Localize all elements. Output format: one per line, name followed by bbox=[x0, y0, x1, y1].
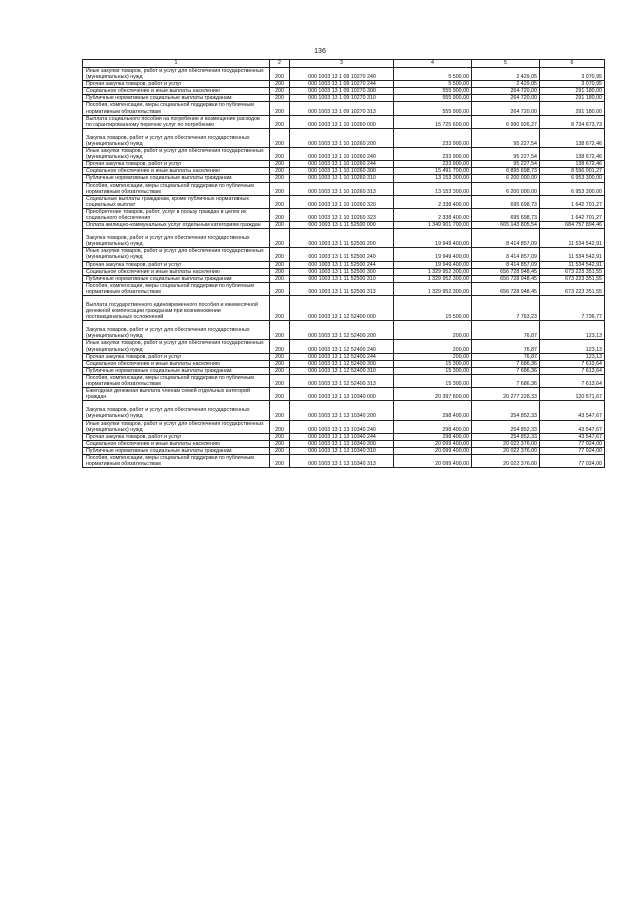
row-name-cell: Оплата жилищно-коммунальных услуг отдельным категориям граждан bbox=[83, 222, 270, 229]
row-approved-amount-cell: 1 329 952 300,00 bbox=[394, 282, 472, 295]
row-executed-amount-cell: 76,87 bbox=[472, 340, 540, 353]
row-approved-amount-cell: 2 338 400,00 bbox=[394, 208, 472, 221]
row-approved-amount-cell: 233 900,00 bbox=[394, 148, 472, 161]
table-row bbox=[83, 261, 605, 268]
row-code-line-cell: 200 bbox=[270, 128, 290, 147]
row-unexecuted-amount-cell: 291 180,00 bbox=[540, 88, 605, 95]
table-row bbox=[83, 95, 605, 102]
row-classification-code-cell: 000 1003 13 1 11 52500 313 bbox=[290, 282, 394, 295]
row-unexecuted-amount-cell: 7 736,77 bbox=[540, 296, 605, 321]
row-executed-amount-cell: 95 227,54 bbox=[472, 161, 540, 168]
row-classification-code-cell: 000 1003 13 1 09 10270 300 bbox=[290, 88, 394, 95]
row-unexecuted-amount-cell: 7 613,64 bbox=[540, 367, 605, 374]
row-unexecuted-amount-cell: 120 571,67 bbox=[540, 388, 605, 401]
column-header: 4 bbox=[394, 60, 472, 68]
table-row bbox=[83, 222, 605, 229]
row-classification-code-cell: 000 1003 13 1 11 52500 240 bbox=[290, 248, 394, 261]
row-code-line-cell: 200 bbox=[270, 168, 290, 175]
row-name-cell: Публичные нормативные социальные выплаты гражданам bbox=[83, 175, 270, 182]
row-approved-amount-cell: 2 338 400,00 bbox=[394, 195, 472, 208]
row-executed-amount-cell: 264 720,00 bbox=[472, 88, 540, 95]
row-name-cell: Пособия, компенсации, меры социальной поддержки по публичным нормативным обязательствам bbox=[83, 282, 270, 295]
row-unexecuted-amount-cell: 123,13 bbox=[540, 340, 605, 353]
row-classification-code-cell: 000 1003 13 1 11 52500 300 bbox=[290, 268, 394, 275]
row-executed-amount-cell: 656 728 948,45 bbox=[472, 268, 540, 275]
table-row bbox=[83, 195, 605, 208]
row-code-line-cell: 200 bbox=[270, 388, 290, 401]
row-classification-code-cell: 000 1003 13 1 12 52400 310 bbox=[290, 367, 394, 374]
row-name-cell: Прочая закупка товаров, работ и услуг bbox=[83, 433, 270, 440]
row-code-line-cell: 200 bbox=[270, 268, 290, 275]
row-approved-amount-cell: 15 300,00 bbox=[394, 374, 472, 387]
table-row bbox=[83, 208, 605, 221]
row-executed-amount-cell: 6 200 000,00 bbox=[472, 175, 540, 182]
row-unexecuted-amount-cell: 43 547,67 bbox=[540, 420, 605, 433]
row-name-cell: Прочая закупка товаров, работ и услуг bbox=[83, 261, 270, 268]
row-code-line-cell: 200 bbox=[270, 353, 290, 360]
row-unexecuted-amount-cell: 77 024,00 bbox=[540, 440, 605, 447]
table-row bbox=[83, 440, 605, 447]
row-unexecuted-amount-cell: 77 024,00 bbox=[540, 454, 605, 467]
row-name-cell: Социальное обеспечение и иные выплаты населению bbox=[83, 440, 270, 447]
row-classification-code-cell: 000 1003 13 1 13 10340 310 bbox=[290, 447, 394, 454]
row-code-line-cell: 200 bbox=[270, 296, 290, 321]
table-row bbox=[83, 248, 605, 261]
row-name-cell: Прочая закупка товаров, работ и услуг bbox=[83, 353, 270, 360]
row-approved-amount-cell: 20 099 400,00 bbox=[394, 440, 472, 447]
row-executed-amount-cell: 95 227,54 bbox=[472, 128, 540, 147]
row-executed-amount-cell: 2 429,05 bbox=[472, 68, 540, 81]
row-name-cell: Социальное обеспечение и иные выплаты населению bbox=[83, 88, 270, 95]
row-name-cell: Иные закупки товаров, работ и услуг для обеспечения государственных (муниципальных) нужд bbox=[83, 340, 270, 353]
row-executed-amount-cell: 695 698,73 bbox=[472, 195, 540, 208]
row-approved-amount-cell: 1 329 952 300,00 bbox=[394, 268, 472, 275]
row-unexecuted-amount-cell: 11 534 542,91 bbox=[540, 248, 605, 261]
row-classification-code-cell: 000 1003 13 1 10 10260 240 bbox=[290, 148, 394, 161]
row-code-line-cell: 200 bbox=[270, 115, 290, 128]
row-approved-amount-cell: 298 400,00 bbox=[394, 420, 472, 433]
column-header: 2 bbox=[270, 60, 290, 68]
row-executed-amount-cell: 7 686,36 bbox=[472, 374, 540, 387]
table-row bbox=[83, 367, 605, 374]
row-code-line-cell: 200 bbox=[270, 282, 290, 295]
column-number-row bbox=[83, 60, 605, 68]
table-row bbox=[83, 148, 605, 161]
row-classification-code-cell: 000 1003 13 1 12 52400 244 bbox=[290, 353, 394, 360]
row-approved-amount-cell: 200,00 bbox=[394, 321, 472, 340]
table-row bbox=[83, 175, 605, 182]
row-unexecuted-amount-cell: 7 613,64 bbox=[540, 360, 605, 367]
table-row bbox=[83, 88, 605, 95]
row-unexecuted-amount-cell: 138 672,46 bbox=[540, 148, 605, 161]
row-unexecuted-amount-cell: 684 757 894,46 bbox=[540, 222, 605, 229]
row-classification-code-cell: 000 1003 13 1 10 10260 244 bbox=[290, 161, 394, 168]
table-row bbox=[83, 115, 605, 128]
table-row bbox=[83, 275, 605, 282]
row-unexecuted-amount-cell: 123,13 bbox=[540, 321, 605, 340]
row-unexecuted-amount-cell: 1 642 701,27 bbox=[540, 195, 605, 208]
row-classification-code-cell: 000 1003 13 1 10 10260 313 bbox=[290, 182, 394, 195]
row-classification-code-cell: 000 1003 13 1 10 10260 320 bbox=[290, 195, 394, 208]
row-executed-amount-cell: 254 852,33 bbox=[472, 420, 540, 433]
row-approved-amount-cell: 15 500,00 bbox=[394, 296, 472, 321]
column-header: 6 bbox=[540, 60, 605, 68]
row-name-cell: Иные закупки товаров, работ и услуг для обеспечения государственных (муниципальных) нужд bbox=[83, 420, 270, 433]
row-executed-amount-cell: 76,87 bbox=[472, 321, 540, 340]
table-row bbox=[83, 268, 605, 275]
budget-table-body bbox=[83, 60, 605, 468]
row-approved-amount-cell: 19 949 400,00 bbox=[394, 229, 472, 248]
row-approved-amount-cell: 233 900,00 bbox=[394, 128, 472, 147]
row-classification-code-cell: 000 1003 13 1 11 52500 310 bbox=[290, 275, 394, 282]
row-approved-amount-cell: 13 153 300,00 bbox=[394, 175, 472, 182]
row-approved-amount-cell: 298 400,00 bbox=[394, 401, 472, 420]
row-classification-code-cell: 000 1003 13 1 13 10340 200 bbox=[290, 401, 394, 420]
table-row bbox=[83, 321, 605, 340]
table-row bbox=[83, 102, 605, 115]
row-executed-amount-cell: 20 277 228,33 bbox=[472, 388, 540, 401]
row-classification-code-cell: 000 1003 13 1 11 52500 244 bbox=[290, 261, 394, 268]
row-classification-code-cell: 000 1003 13 1 13 10340 313 bbox=[290, 454, 394, 467]
table-row bbox=[83, 433, 605, 440]
table-row bbox=[83, 353, 605, 360]
row-approved-amount-cell: 555 900,00 bbox=[394, 88, 472, 95]
row-classification-code-cell: 000 1003 13 1 13 10340 244 bbox=[290, 433, 394, 440]
row-code-line-cell: 200 bbox=[270, 401, 290, 420]
row-classification-code-cell: 000 1003 13 1 09 10270 240 bbox=[290, 68, 394, 81]
table-row bbox=[83, 182, 605, 195]
row-name-cell: Публичные нормативные социальные выплаты гражданам bbox=[83, 447, 270, 454]
row-approved-amount-cell: 233 900,00 bbox=[394, 161, 472, 168]
page-number: 136 bbox=[314, 48, 326, 55]
row-unexecuted-amount-cell: 3 070,95 bbox=[540, 68, 605, 81]
row-classification-code-cell: 000 1003 13 1 10 10260 000 bbox=[290, 115, 394, 128]
column-header: 3 bbox=[290, 60, 394, 68]
table-row bbox=[83, 374, 605, 387]
row-name-cell: Пособия, компенсации, меры социальной поддержки по публичным нормативным обязательствам bbox=[83, 182, 270, 195]
row-classification-code-cell: 000 1003 13 1 12 52400 300 bbox=[290, 360, 394, 367]
row-executed-amount-cell: 254 852,33 bbox=[472, 401, 540, 420]
row-unexecuted-amount-cell: 43 547,67 bbox=[540, 433, 605, 440]
row-approved-amount-cell: 20 397 800,00 bbox=[394, 388, 472, 401]
row-code-line-cell: 200 bbox=[270, 433, 290, 440]
table-row bbox=[83, 454, 605, 467]
row-code-line-cell: 200 bbox=[270, 175, 290, 182]
row-executed-amount-cell: 8 414 857,09 bbox=[472, 248, 540, 261]
row-approved-amount-cell: 555 900,00 bbox=[394, 102, 472, 115]
row-classification-code-cell: 000 1003 13 1 10 10260 300 bbox=[290, 168, 394, 175]
table-row bbox=[83, 81, 605, 88]
row-code-line-cell: 200 bbox=[270, 440, 290, 447]
row-approved-amount-cell: 298 400,00 bbox=[394, 433, 472, 440]
row-name-cell: Иные закупки товаров, работ и услуг для обеспечения государственных (муниципальных) нужд bbox=[83, 248, 270, 261]
row-classification-code-cell: 000 1003 13 1 13 10340 300 bbox=[290, 440, 394, 447]
row-approved-amount-cell: 15 300,00 bbox=[394, 360, 472, 367]
row-unexecuted-amount-cell: 1 642 701,27 bbox=[540, 208, 605, 221]
column-header: 5 bbox=[472, 60, 540, 68]
row-approved-amount-cell: 15 491 700,00 bbox=[394, 168, 472, 175]
row-classification-code-cell: 000 1003 13 1 12 52400 240 bbox=[290, 340, 394, 353]
row-classification-code-cell: 000 1003 13 1 12 52400 000 bbox=[290, 296, 394, 321]
row-executed-amount-cell: 20 022 376,00 bbox=[472, 440, 540, 447]
table-row bbox=[83, 161, 605, 168]
row-approved-amount-cell: 15 300,00 bbox=[394, 367, 472, 374]
row-approved-amount-cell: 5 500,00 bbox=[394, 81, 472, 88]
column-header: 1 bbox=[83, 60, 270, 68]
table-row bbox=[83, 229, 605, 248]
row-executed-amount-cell: 695 698,73 bbox=[472, 208, 540, 221]
row-unexecuted-amount-cell: 8 734 673,73 bbox=[540, 115, 605, 128]
row-name-cell: Социальное обеспечение и иные выплаты населению bbox=[83, 268, 270, 275]
row-name-cell: Приобретение товаров, работ, услуг в пользу граждан в целях их социального обеспечения bbox=[83, 208, 270, 221]
table-row bbox=[83, 68, 605, 81]
row-code-line-cell: 200 bbox=[270, 222, 290, 229]
row-approved-amount-cell: 1 329 952 300,00 bbox=[394, 275, 472, 282]
row-classification-code-cell: 000 1003 13 1 13 10340 240 bbox=[290, 420, 394, 433]
row-executed-amount-cell: 656 728 948,45 bbox=[472, 275, 540, 282]
row-unexecuted-amount-cell: 6 953 300,00 bbox=[540, 182, 605, 195]
row-code-line-cell: 200 bbox=[270, 454, 290, 467]
table-row bbox=[83, 340, 605, 353]
row-executed-amount-cell: 6 990 926,27 bbox=[472, 115, 540, 128]
row-name-cell: Закупка товаров, работ и услуг для обеспечения государственных (муниципальных) нужд bbox=[83, 401, 270, 420]
row-approved-amount-cell: 200,00 bbox=[394, 340, 472, 353]
row-executed-amount-cell: 264 720,00 bbox=[472, 95, 540, 102]
row-name-cell: Пособия, компенсации, меры социальной поддержки по публичным нормативным обязательствам bbox=[83, 454, 270, 467]
row-name-cell: Прочая закупка товаров, работ и услуг bbox=[83, 81, 270, 88]
row-unexecuted-amount-cell: 673 223 351,55 bbox=[540, 275, 605, 282]
row-executed-amount-cell: 6 200 000,00 bbox=[472, 182, 540, 195]
row-name-cell: Социальные выплаты гражданам, кроме публичных нормативных социальных выплат bbox=[83, 195, 270, 208]
table-row bbox=[83, 401, 605, 420]
row-classification-code-cell: 000 1003 13 1 09 10270 310 bbox=[290, 95, 394, 102]
row-classification-code-cell: 000 1003 13 1 12 52400 313 bbox=[290, 374, 394, 387]
row-unexecuted-amount-cell: 291 180,00 bbox=[540, 95, 605, 102]
row-unexecuted-amount-cell: 123,13 bbox=[540, 353, 605, 360]
row-approved-amount-cell: 13 153 300,00 bbox=[394, 182, 472, 195]
row-approved-amount-cell: 19 949 400,00 bbox=[394, 248, 472, 261]
row-code-line-cell: 200 bbox=[270, 360, 290, 367]
row-executed-amount-cell: 20 022 376,00 bbox=[472, 447, 540, 454]
row-classification-code-cell: 000 1003 13 1 11 52500 200 bbox=[290, 229, 394, 248]
row-classification-code-cell: 000 1003 13 1 12 52400 200 bbox=[290, 321, 394, 340]
row-code-line-cell: 200 bbox=[270, 81, 290, 88]
row-executed-amount-cell: 7 686,36 bbox=[472, 360, 540, 367]
row-name-cell: Публичные нормативные социальные выплаты гражданам bbox=[83, 275, 270, 282]
row-executed-amount-cell: 95 227,54 bbox=[472, 148, 540, 161]
table-row bbox=[83, 388, 605, 401]
row-approved-amount-cell: 15 725 600,00 bbox=[394, 115, 472, 128]
row-approved-amount-cell: 1 349 901 700,00 bbox=[394, 222, 472, 229]
row-name-cell: Публичные нормативные социальные выплаты гражданам bbox=[83, 95, 270, 102]
row-code-line-cell: 200 bbox=[270, 248, 290, 261]
row-executed-amount-cell: 656 728 948,45 bbox=[472, 282, 540, 295]
row-classification-code-cell: 000 1003 13 1 10 10260 323 bbox=[290, 208, 394, 221]
table-row bbox=[83, 282, 605, 295]
row-code-line-cell: 200 bbox=[270, 374, 290, 387]
row-executed-amount-cell: 2 429,05 bbox=[472, 81, 540, 88]
row-name-cell: Публичные нормативные социальные выплаты гражданам bbox=[83, 367, 270, 374]
table-row bbox=[83, 168, 605, 175]
row-name-cell: Закупка товаров, работ и услуг для обеспечения государственных (муниципальных) нужд bbox=[83, 128, 270, 147]
row-name-cell: Иные закупки товаров, работ и услуг для обеспечения государственных (муниципальных) нужд bbox=[83, 148, 270, 161]
row-code-line-cell: 200 bbox=[270, 95, 290, 102]
row-executed-amount-cell: 6 895 698,73 bbox=[472, 168, 540, 175]
row-code-line-cell: 200 bbox=[270, 88, 290, 95]
row-name-cell: Прочая закупка товаров, работ и услуг bbox=[83, 161, 270, 168]
row-code-line-cell: 200 bbox=[270, 447, 290, 454]
row-code-line-cell: 200 bbox=[270, 340, 290, 353]
table-row bbox=[83, 296, 605, 321]
row-code-line-cell: 200 bbox=[270, 148, 290, 161]
row-executed-amount-cell: 264 720,00 bbox=[472, 102, 540, 115]
row-name-cell: Пособия, компенсации, меры социальной поддержки по публичным нормативным обязательствам bbox=[83, 374, 270, 387]
row-approved-amount-cell: 19 949 400,00 bbox=[394, 261, 472, 268]
row-executed-amount-cell: 20 022 376,00 bbox=[472, 454, 540, 467]
row-classification-code-cell: 000 1003 13 1 10 10260 310 bbox=[290, 175, 394, 182]
row-executed-amount-cell: 7 763,23 bbox=[472, 296, 540, 321]
row-classification-code-cell: 000 1003 13 1 11 52500 000 bbox=[290, 222, 394, 229]
row-code-line-cell: 200 bbox=[270, 102, 290, 115]
row-executed-amount-cell: 254 852,33 bbox=[472, 433, 540, 440]
row-unexecuted-amount-cell: 7 613,64 bbox=[540, 374, 605, 387]
table-row bbox=[83, 447, 605, 454]
row-unexecuted-amount-cell: 138 672,46 bbox=[540, 161, 605, 168]
row-name-cell: Иные закупки товаров, работ и услуг для обеспечения государственных (муниципальных) нужд bbox=[83, 68, 270, 81]
row-code-line-cell: 200 bbox=[270, 367, 290, 374]
row-executed-amount-cell: 665 143 805,54 bbox=[472, 222, 540, 229]
row-classification-code-cell: 000 1003 13 1 10 10260 200 bbox=[290, 128, 394, 147]
row-code-line-cell: 200 bbox=[270, 261, 290, 268]
table-row bbox=[83, 360, 605, 367]
row-approved-amount-cell: 20 099 400,00 bbox=[394, 454, 472, 467]
row-unexecuted-amount-cell: 3 070,95 bbox=[540, 81, 605, 88]
row-name-cell: Социальное обеспечение и иные выплаты населению bbox=[83, 360, 270, 367]
row-approved-amount-cell: 555 900,00 bbox=[394, 95, 472, 102]
row-classification-code-cell: 000 1003 13 1 09 10270 244 bbox=[290, 81, 394, 88]
row-code-line-cell: 200 bbox=[270, 208, 290, 221]
row-executed-amount-cell: 8 414 857,09 bbox=[472, 229, 540, 248]
row-unexecuted-amount-cell: 673 223 351,55 bbox=[540, 282, 605, 295]
budget-table bbox=[82, 59, 605, 468]
table-row bbox=[83, 420, 605, 433]
row-code-line-cell: 200 bbox=[270, 182, 290, 195]
row-code-line-cell: 200 bbox=[270, 321, 290, 340]
row-unexecuted-amount-cell: 11 534 542,91 bbox=[540, 229, 605, 248]
row-name-cell: Ежегодная денежная выплата членам семей отдельных категорий граждан bbox=[83, 388, 270, 401]
row-unexecuted-amount-cell: 138 672,46 bbox=[540, 128, 605, 147]
row-name-cell: Закупка товаров, работ и услуг для обеспечения государственных (муниципальных) нужд bbox=[83, 229, 270, 248]
row-classification-code-cell: 000 1003 13 1 09 10270 313 bbox=[290, 102, 394, 115]
row-classification-code-cell: 000 1003 13 1 13 10340 000 bbox=[290, 388, 394, 401]
row-code-line-cell: 200 bbox=[270, 275, 290, 282]
row-approved-amount-cell: 5 500,00 bbox=[394, 68, 472, 81]
row-unexecuted-amount-cell: 6 953 300,00 bbox=[540, 175, 605, 182]
row-name-cell: Выплата государственного единовременного пособия и ежемесячной денежной компенсации гражданам при возникновении поствакцинальных осложнений bbox=[83, 296, 270, 321]
row-code-line-cell: 200 bbox=[270, 161, 290, 168]
row-name-cell: Закупка товаров, работ и услуг для обеспечения государственных (муниципальных) нужд bbox=[83, 321, 270, 340]
row-name-cell: Социальное обеспечение и иные выплаты населению bbox=[83, 168, 270, 175]
row-code-line-cell: 200 bbox=[270, 229, 290, 248]
row-name-cell: Пособия, компенсации, меры социальной поддержки по публичным нормативным обязательствам bbox=[83, 102, 270, 115]
row-code-line-cell: 200 bbox=[270, 195, 290, 208]
row-unexecuted-amount-cell: 673 223 351,55 bbox=[540, 268, 605, 275]
row-approved-amount-cell: 20 099 400,00 bbox=[394, 447, 472, 454]
row-executed-amount-cell: 7 686,36 bbox=[472, 367, 540, 374]
row-executed-amount-cell: 8 414 857,09 bbox=[472, 261, 540, 268]
row-name-cell: Выплата социального пособия на погребение и возмещение расходов по гарантированному перечню услуг по погребению bbox=[83, 115, 270, 128]
table-row bbox=[83, 128, 605, 147]
row-executed-amount-cell: 76,87 bbox=[472, 353, 540, 360]
row-unexecuted-amount-cell: 43 547,67 bbox=[540, 401, 605, 420]
row-code-line-cell: 200 bbox=[270, 420, 290, 433]
row-approved-amount-cell: 200,00 bbox=[394, 353, 472, 360]
row-unexecuted-amount-cell: 77 024,00 bbox=[540, 447, 605, 454]
row-unexecuted-amount-cell: 291 180,00 bbox=[540, 102, 605, 115]
row-unexecuted-amount-cell: 11 534 542,91 bbox=[540, 261, 605, 268]
row-unexecuted-amount-cell: 8 596 001,27 bbox=[540, 168, 605, 175]
row-code-line-cell: 200 bbox=[270, 68, 290, 81]
